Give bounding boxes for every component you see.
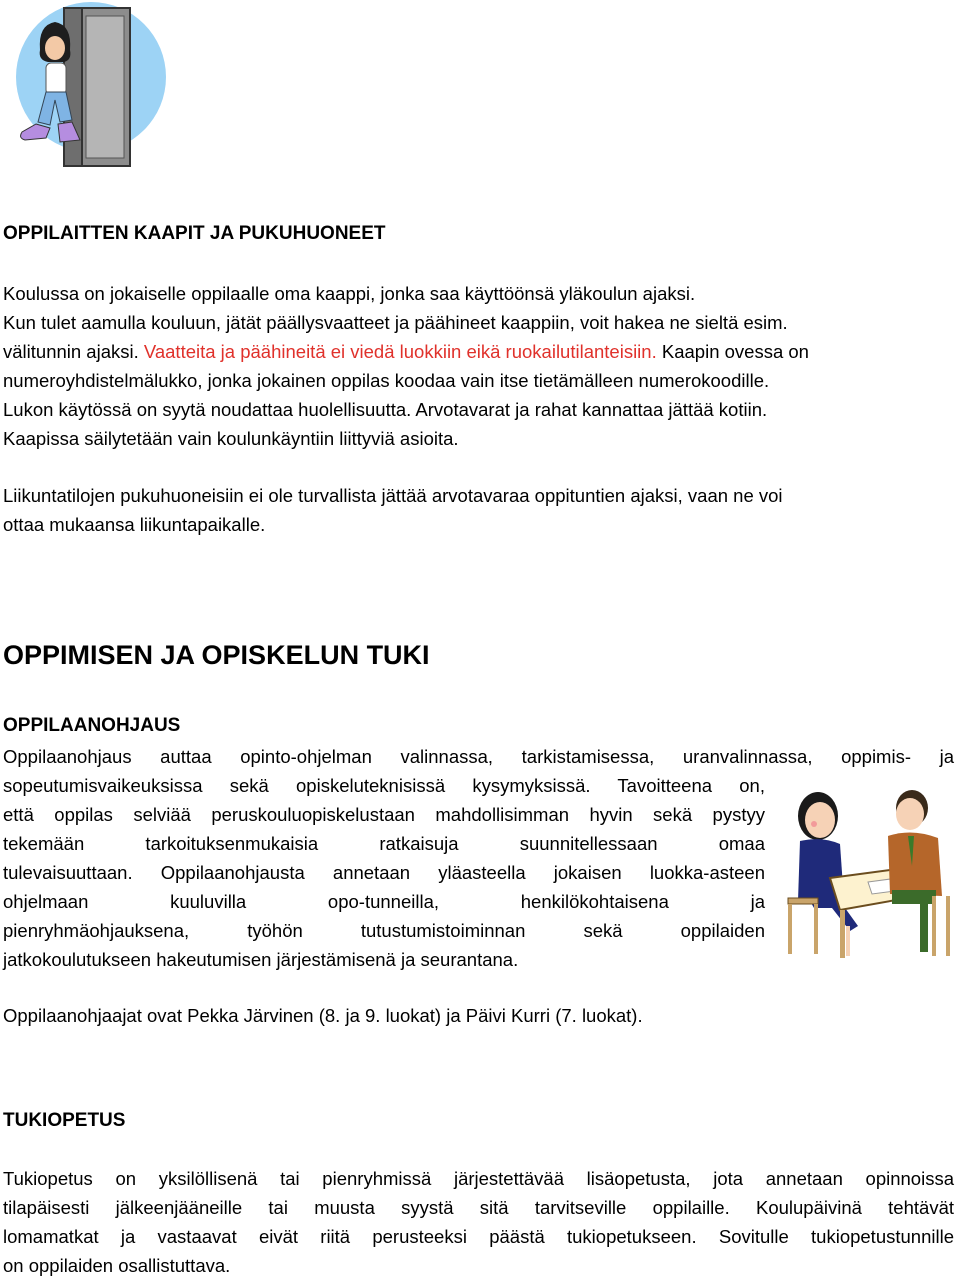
text-line: jatkokoulutukseen hakeutumisen järjestämisenä ja seurantana. [3,949,519,970]
highlighted-rule: Vaatteita ja päähineitä ei viedä luokkiin eikä ruokailutilanteisiin. [143,341,657,362]
subheading-counseling: OPPILAANOHJAUS [3,715,181,736]
counseling-first-line: Oppilaanohjaus auttaa opinto-ohjelman valinnassa, tarkistamisessa, uranvalinnassa, oppimis- ja [3,746,954,767]
text-line: sopeutumisvaikeuksissa sekä opiskeluteknisissä kysymyksissä. Tavoitteena on, [3,775,765,796]
text-line: ohjelmaan kuuluvilla opo-tunneilla, henkilökohtaisena ja [3,891,765,912]
text-line: Tukiopetus on yksilöllisenä tai pienryhmissä järjestettävää lisäopetusta, jota annetaan opinnoissa [3,1168,954,1189]
counselors-info: Oppilaanohjaajat ovat Pekka Järvinen (8. ja 9. luokat) ja Päivi Kurri (7. luokat). [3,1005,643,1026]
text-line: tilapäisesti jälkeenjääneille tai muusta syystä sitä tarvitseville oppilaille. Koulupäivinä tehtävät [3,1197,954,1218]
text-line: tulevaisuuttaan. Oppilaanohjausta annetaan yläasteella jokaisen luokka-asteen [3,862,765,883]
text-line: pienryhmäohjauksena, työhön tutustumistoiminnan sekä oppilaiden [3,920,765,941]
text-line: numeroyhdistelmälukko, jonka jokainen oppilas koodaa vain itse tietämälleen numerokoodille. [3,370,770,391]
text-line: ottaa mukaansa liikuntapaikalle. [3,514,266,535]
text-line: lomamatkat ja vastaavat eivät riitä perusteeksi päästä tukiopetukseen. Sovitulle tukiopetustunnille [3,1226,954,1247]
text-line: Kun tulet aamulla kouluun, jätät päällysvaatteet ja päähineet kaappiin, voit hakea ne sieltä esim. [3,312,788,333]
text-line: että oppilas selviää peruskouluopiskelustaan mahdollisimman hyvin sekä pystyy [3,804,765,825]
text-line [3,337,953,366]
section-heading-remedial-teaching: TUKIOPETUS [3,1110,126,1131]
text-line: on oppilaiden osallistuttava. [3,1255,231,1276]
text-line: Liikuntatilojen pukuhuoneisiin ei ole turvallista jättää arvotavaraa oppituntien ajaksi, vaan ne voi [3,485,783,506]
section-heading-learning-support: OPPIMISEN JA OPISKELUN TUKI [3,640,430,670]
section-heading-lockers: OPPILAITTEN KAAPIT JA PUKUHUONEET [3,223,386,244]
text-segment: Kaapin ovessa on [661,341,809,362]
counseling-paragraph [3,771,765,974]
lockers-paragraph [3,279,953,453]
text-line: tekemään tarkoituksenmukaisia ratkaisuja suunnitellessaan omaa [3,833,765,854]
text-segment: välitunnin ajaksi. [3,341,139,362]
text-line: Koulussa on jokaiselle oppilaalle oma kaappi, jonka saa käyttöönsä yläkoulun ajaksi. [3,283,696,304]
counseling-illustration [780,786,955,961]
remedial-teaching-paragraph [3,1164,954,1280]
text-line: Kaapissa säilytetään vain koulunkäyntiin liittyviä asioita. [3,428,459,449]
locker-girl-illustration [0,0,175,170]
changing-rooms-paragraph [3,481,953,539]
text-line: Lukon käytössä on syytä noudattaa huolellisuutta. Arvotavarat ja rahat kannattaa jättää kotiin. [3,399,768,420]
